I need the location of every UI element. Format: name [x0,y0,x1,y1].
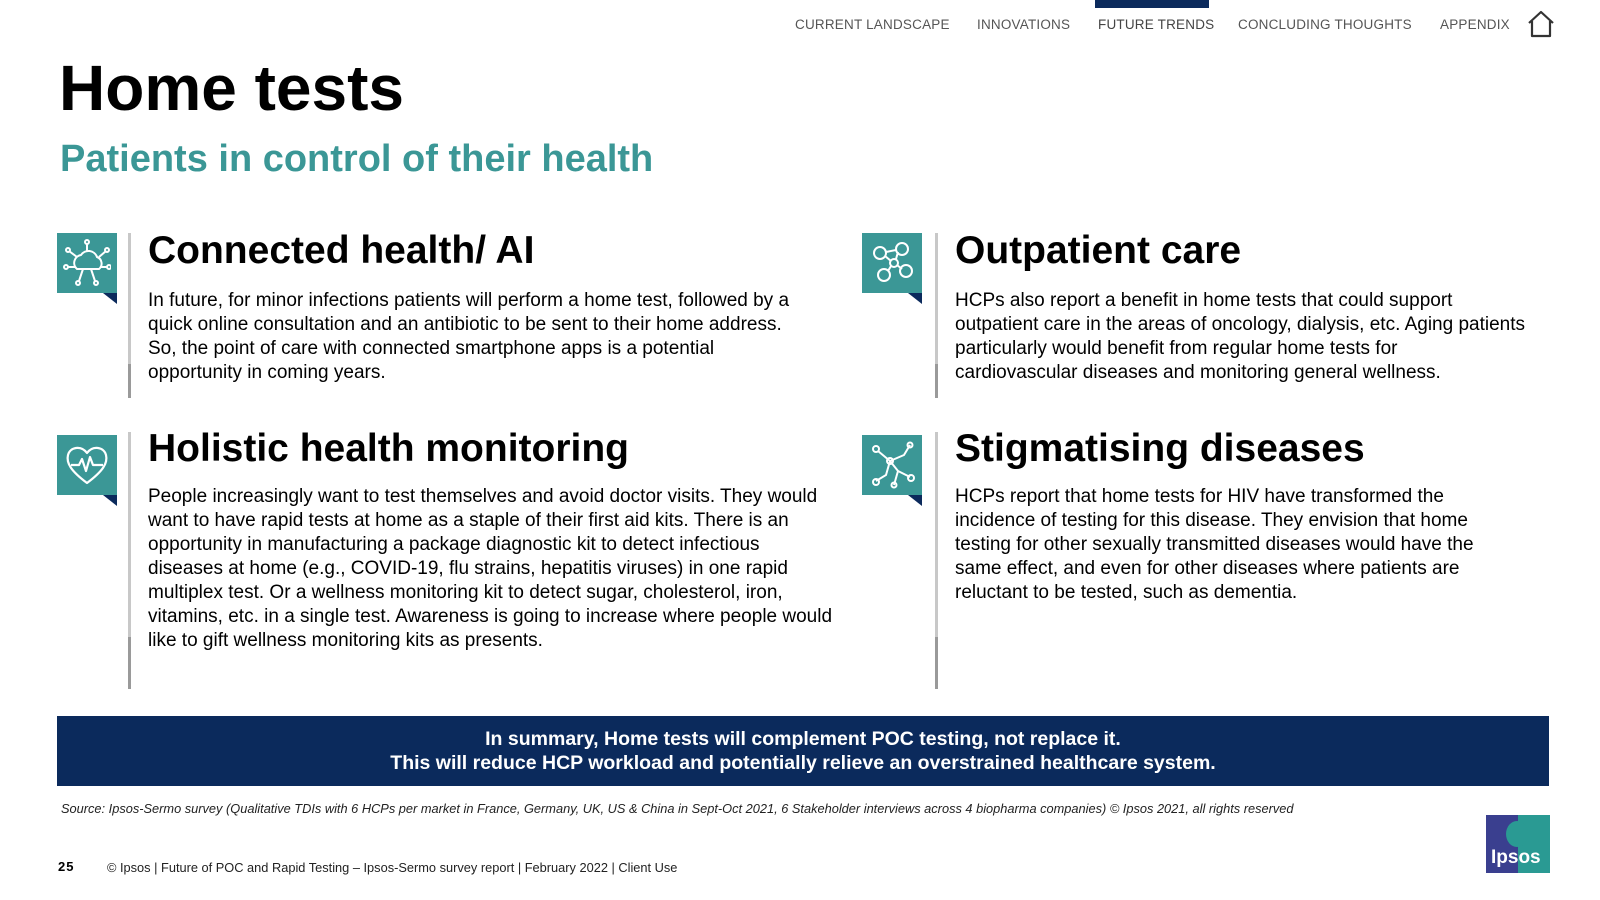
footer-text: © Ipsos | Future of POC and Rapid Testing – Ipsos-Sermo survey report | February 2022 | Client Use [107,860,678,875]
nav-active-indicator [1095,0,1209,8]
summary-line-1: In summary, Home tests will complement POC testing, not replace it. [485,727,1121,750]
section-body-stigmatising-diseases: HCPs report that home tests for HIV have transformed the incidence of testing for this disease. They envision that home testing for other sexually transmitted diseases would have the same effect, and even for other diseases where patients are reluctant to be tested, such as dementia. [955,486,1474,603]
nav-item-innovations[interactable]: INNOVATIONS [977,17,1071,32]
section-divider [935,233,938,398]
nav-item-appendix[interactable]: APPENDIX [1440,17,1510,32]
ipsos-logo [1486,815,1550,873]
heartbeat-icon [57,435,117,495]
section-divider [935,432,938,689]
section-title-outpatient-care: Outpatient care [955,229,1242,272]
source-note: Source: Ipsos-Sermo survey (Qualitative TDIs with 6 HCPs per market in France, Germany, UK, US & China in Sept-Oct 2021, 6 Stakeholder interviews across 4 biopharma companies) © Ipsos 2021, all rights reserved [61,801,1294,816]
page-subtitle: Patients in control of their health [60,138,654,180]
home-icon[interactable] [1526,10,1556,38]
connected-network-icon [57,233,117,293]
section-body-connected-health: In future, for minor infections patients will perform a home test, followed by a quick online consultation and an antibiotic to be sent to their home address. So, the point of care with connected smartphone apps is a potential opportunity in coming years. [148,290,790,383]
section-title-connected-health: Connected health/ AI [148,229,535,272]
virus-cells-icon [862,435,922,495]
page-number: 25 [58,859,75,874]
summary-line-2: This will reduce HCP workload and potentially relieve an overstrained healthcare system. [390,752,1216,774]
section-title-holistic-health: Holistic health monitoring [148,427,630,470]
top-navigation [0,0,1600,40]
nav-item-concluding-thoughts[interactable]: CONCLUDING THOUGHTS [1238,17,1412,32]
section-divider [128,432,131,689]
nav-item-current-landscape[interactable]: CURRENT LANDSCAPE [795,17,950,32]
page-title: Home tests [59,52,404,124]
logo-text: Ipsos [1491,847,1541,868]
section-divider [128,233,131,398]
section-body-holistic-health: People increasingly want to test themselves and avoid doctor visits. They would want to have rapid tests at home as a staple of their first aid kits. There is an opportunity in manufacturing a package diagnostic kit to detect infectious diseases at home (e.g., COVID-19, flu strains, hepatitis viruses) in one rapid multiplex test. Or a wellness monitoring kit to detect sugar, cholesterol, iron, vitamins, etc. in a single test. Awareness is going to increase where people would like to gift wellness monitoring kits as presents. [148,486,833,651]
nav-item-future-trends[interactable]: FUTURE TRENDS [1098,17,1215,32]
summary-banner [57,716,1549,786]
section-title-stigmatising-diseases: Stigmatising diseases [955,427,1365,470]
section-body-outpatient-care: HCPs also report a benefit in home tests that could support outpatient care in the areas of oncology, dialysis, etc. Aging patients particularly would benefit from regular home tests for cardiovascular diseases and monitoring general wellness. [955,290,1525,383]
molecule-network-icon [862,233,922,293]
